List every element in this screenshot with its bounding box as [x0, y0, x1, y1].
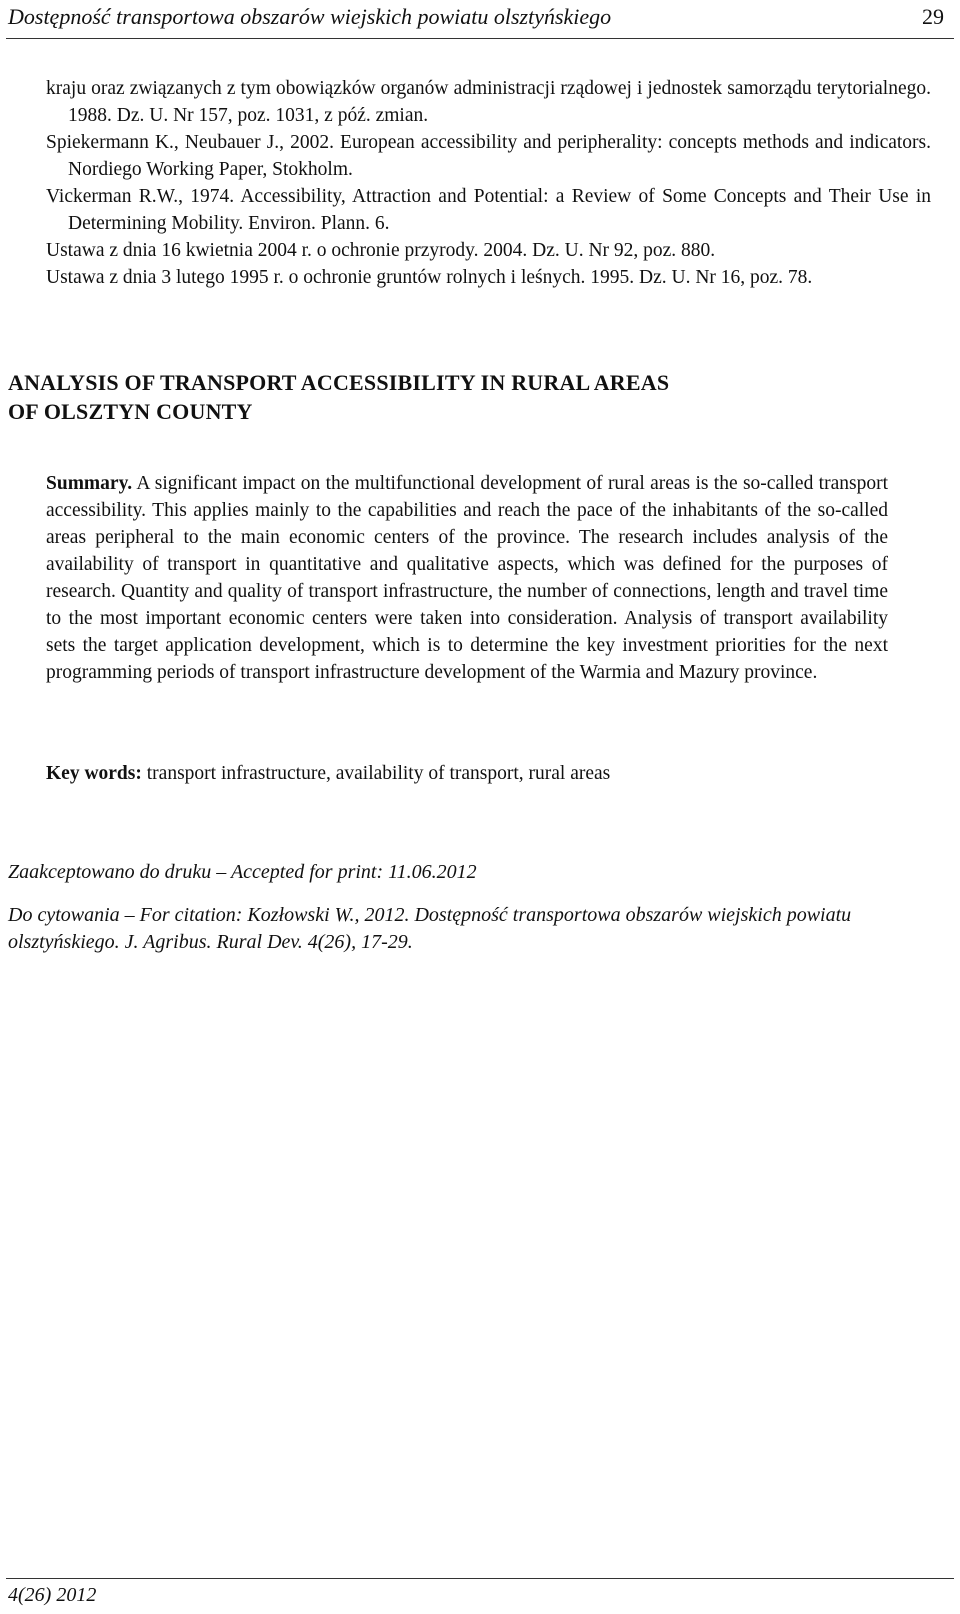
keywords-text: transport infrastructure, availability of transport, rural areas [141, 763, 611, 784]
english-title-line-2: OF OLSZTYN COUNTY [8, 399, 253, 424]
keywords-paragraph [46, 760, 906, 787]
running-head [8, 2, 952, 38]
header-rule [6, 38, 954, 39]
reference-item: kraju oraz związanych z tym obowiązków organów administracji rządowej i jednostek samorządu terytorialnego. 1988. Dz. U. Nr 157, poz. 1031, z póź. zmian. [46, 78, 931, 126]
issue-number: 4(26) 2012 [8, 1584, 97, 1606]
summary-paragraph [46, 470, 888, 686]
reference-item: Spiekermann K., Neubauer J., 2002. European accessibility and peripherality: concepts methods and indicators. Nordiego Working Paper, Stokholm. [46, 132, 931, 180]
citation: Do cytowania – For citation: Kozłowski W., 2012. Dostępność transportowa obszarów wiejskich powiatu olsztyńskiego. J. Agribus. Rural Dev. 4(26), 17-29. [8, 904, 852, 953]
reference-item: Ustawa z dnia 16 kwietnia 2004 r. o ochronie przyrody. 2004. Dz. U. Nr 92, poz. 880. [46, 240, 716, 261]
footer-rule [6, 1578, 954, 1579]
summary-text: A significant impact on the multifunctional development of rural areas is the so-called transport accessibility. This applies mainly to the capabilities and reach the pace of the inhabitants of the so-called areas peripheral to the main economic centers of the province. The research includes analysis of the availability of transport in quantitative and qualitative aspects, which was defined for the purposes of research. Quantity and quality of transport infrastructure, the number of connections, length and travel time to the most important economic centers were taken into consideration. Analysis of transport availability sets the target application development, which is to determine the key investment priorities for the next programming periods of transport infrastructure development of the Warmia and Mazury province. [46, 473, 888, 683]
keywords-label: Key words: [46, 763, 142, 784]
reference-item: Ustawa z dnia 3 lutego 1995 r. o ochronie gruntów rolnych i leśnych. 1995. Dz. U. Nr 16, poz. 78. [46, 267, 813, 288]
summary-label: Summary. [46, 473, 133, 494]
english-title-line-1: ANALYSIS OF TRANSPORT ACCESSIBILITY IN RURAL AREAS [8, 370, 670, 395]
accepted-date: Zaakceptowano do druku – Accepted for print: 11.06.2012 [8, 861, 477, 883]
reference-item: Vickerman R.W., 1974. Accessibility, Attraction and Potential: a Review of Some Concepts and Their Use in Determining Mobility. Environ. Plann. 6. [46, 186, 931, 234]
reference-list [46, 75, 931, 291]
running-head-title: Dostępność transportowa obszarów wiejskich powiatu olsztyńskiego [8, 4, 612, 29]
page-number: 29 [922, 4, 944, 29]
english-title [8, 368, 908, 426]
